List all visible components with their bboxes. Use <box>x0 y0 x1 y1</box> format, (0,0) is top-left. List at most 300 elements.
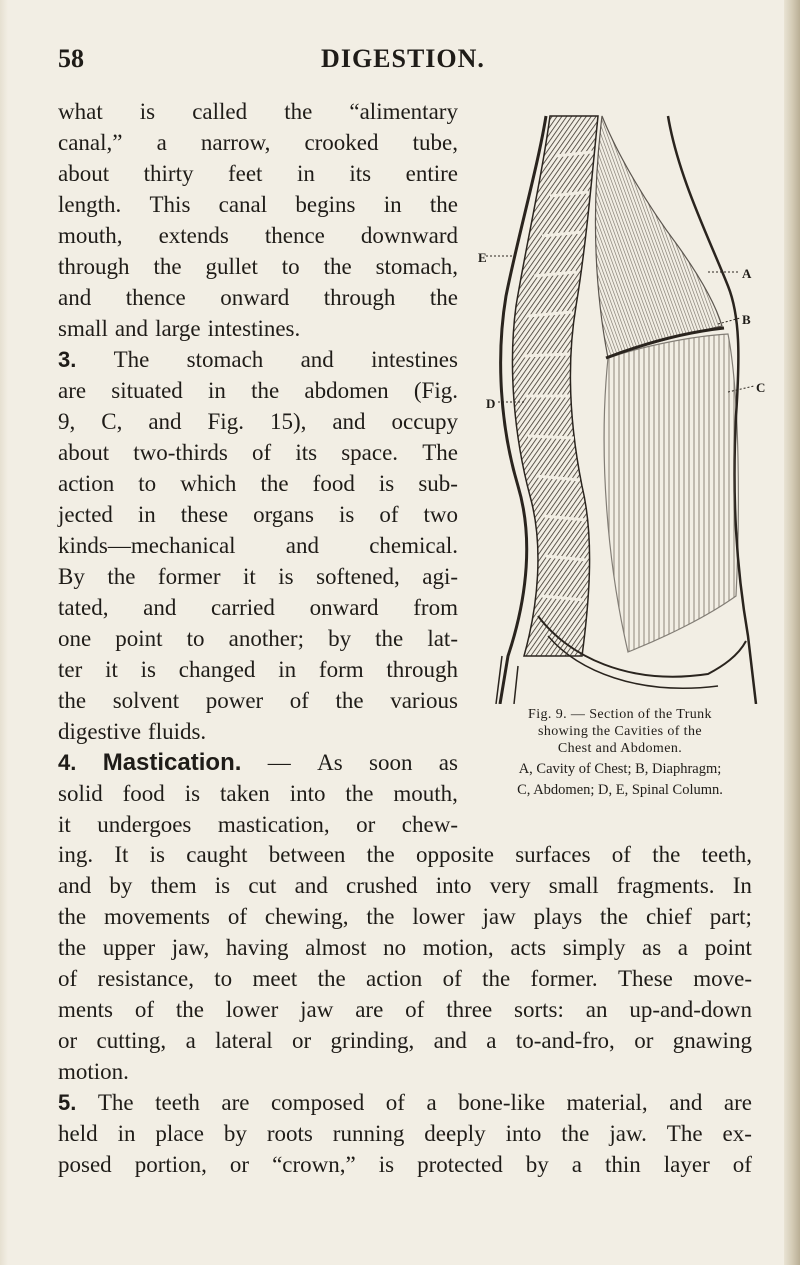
word: of <box>58 966 78 991</box>
word: is <box>139 99 156 124</box>
word: an <box>585 997 608 1022</box>
word: teeth, <box>701 842 752 867</box>
text-line <box>58 994 752 1025</box>
word: are <box>221 1090 250 1115</box>
word: the <box>600 904 629 929</box>
text-line <box>58 1025 752 1056</box>
word: chemical. <box>369 533 458 558</box>
word: “crown,” <box>272 1152 356 1177</box>
word: as <box>641 935 662 960</box>
word: the <box>366 904 395 929</box>
word: meet <box>252 966 298 991</box>
word: to <box>214 966 233 991</box>
word: is <box>378 1152 395 1177</box>
word: action <box>366 966 423 991</box>
word: downward <box>360 223 458 248</box>
running-head: DIGESTION. <box>321 44 485 73</box>
word: deeply <box>424 1121 486 1146</box>
chest-cavity-shape <box>595 116 722 358</box>
word: begins <box>295 192 356 217</box>
word: layer <box>663 1152 710 1177</box>
text-line <box>58 375 458 406</box>
text-line <box>58 282 458 313</box>
word: chief <box>645 904 692 929</box>
word: ments <box>58 997 113 1022</box>
word: which <box>180 471 237 496</box>
text-line <box>58 406 458 437</box>
word: chew- <box>401 812 458 837</box>
text-line <box>58 809 458 840</box>
word: its <box>295 440 318 465</box>
text-line <box>58 220 458 251</box>
word: point <box>704 935 752 960</box>
word: thirty <box>143 161 194 186</box>
word: motion, <box>422 935 494 960</box>
word: surfaces <box>515 842 591 867</box>
figure-label-c: C <box>756 380 766 395</box>
word: the <box>335 688 364 713</box>
word: about <box>58 161 110 186</box>
word: of <box>442 966 462 991</box>
word: are <box>58 378 87 403</box>
word: resistance, <box>97 966 194 991</box>
word: various <box>390 688 458 713</box>
text-line <box>58 1149 752 1180</box>
text-line <box>58 437 458 468</box>
word: tated, <box>58 595 109 620</box>
word: the <box>251 378 280 403</box>
word: canal <box>218 192 268 217</box>
word: is <box>184 781 201 806</box>
word: or <box>58 1028 78 1053</box>
word: another; <box>228 626 304 651</box>
text-line <box>58 592 458 623</box>
text-line <box>58 654 458 685</box>
word: held <box>58 1121 98 1146</box>
word: sorts: <box>514 997 564 1022</box>
text-line <box>58 623 458 654</box>
word: part; <box>709 904 752 929</box>
word: fluids. <box>148 719 207 744</box>
word: are <box>723 1090 752 1115</box>
word: the <box>429 285 458 310</box>
text-line <box>58 685 458 716</box>
word: large <box>155 316 201 341</box>
word: This <box>149 192 191 217</box>
word: two <box>423 502 458 527</box>
word: three <box>446 997 493 1022</box>
word: digestive <box>58 719 142 744</box>
word: thin <box>604 1152 641 1177</box>
word: a <box>486 1028 497 1053</box>
figure-9 <box>478 96 778 704</box>
word: them <box>150 873 197 898</box>
word: almost <box>305 935 367 960</box>
word: cut <box>248 873 277 898</box>
word: 15), <box>269 409 307 434</box>
word: simply <box>562 935 626 960</box>
page-shadow-left <box>0 0 8 1265</box>
word: jaw <box>300 997 334 1022</box>
caption-title-3: Chest and Abdomen. <box>557 741 683 756</box>
word: lat- <box>427 626 458 651</box>
word: solvent <box>112 688 180 713</box>
word: 3. <box>58 347 77 372</box>
word: composed <box>270 1090 365 1115</box>
word: it <box>105 657 118 682</box>
word: As <box>317 750 343 775</box>
word: what <box>58 99 103 124</box>
word: from <box>413 595 458 620</box>
word: or <box>292 1028 312 1053</box>
word: a <box>571 1152 582 1177</box>
word: it <box>58 812 71 837</box>
word: the <box>345 781 374 806</box>
word: the <box>58 904 87 929</box>
word: 9, <box>58 409 76 434</box>
word: these <box>180 502 229 527</box>
word: kinds—mechanical <box>58 533 236 558</box>
word: the <box>175 997 204 1022</box>
word: very <box>489 873 531 898</box>
word: the <box>323 254 352 279</box>
text-line <box>58 901 752 932</box>
word: the <box>375 626 404 651</box>
word: canal,” <box>58 130 123 155</box>
word: — <box>267 750 291 775</box>
word: of <box>611 842 631 867</box>
abdomen-shape <box>604 334 738 652</box>
word: extends <box>158 223 229 248</box>
word: power <box>205 688 264 713</box>
word: food <box>312 471 355 496</box>
word: former. <box>530 966 598 991</box>
word: up-and-down <box>629 997 752 1022</box>
word: the <box>482 966 511 991</box>
text-line <box>58 1056 752 1087</box>
word: stomach <box>186 347 264 372</box>
word: of <box>289 688 309 713</box>
word: to <box>281 254 300 279</box>
text-line <box>58 839 752 870</box>
word: between <box>268 842 346 867</box>
word: the <box>429 192 458 217</box>
word: mouth, <box>58 223 123 248</box>
word: (Fig. <box>413 378 458 403</box>
word: tube, <box>412 130 458 155</box>
word: onward <box>220 285 290 310</box>
word: caught <box>186 842 248 867</box>
word: through <box>386 657 458 682</box>
page-header <box>58 44 748 84</box>
word: by <box>109 873 133 898</box>
word: small <box>548 873 599 898</box>
caption-legend-2: C, Abdomen; D, E, Spinal Column. <box>517 782 723 798</box>
word: of <box>405 997 425 1022</box>
word: is <box>278 564 294 589</box>
word: In <box>732 873 752 898</box>
word: gnawing <box>672 1028 752 1053</box>
word: the <box>284 99 313 124</box>
word: in <box>208 378 226 403</box>
word: of <box>134 997 154 1022</box>
word: upper <box>102 935 156 960</box>
text-line <box>58 932 752 963</box>
word: crushed <box>346 873 418 898</box>
word: by <box>328 626 352 651</box>
word: motion. <box>58 1059 129 1084</box>
word: and <box>114 316 149 341</box>
word: a <box>156 130 167 155</box>
word: lateral <box>215 1028 273 1053</box>
word: space. <box>341 440 399 465</box>
trunk-section-illustration <box>478 96 778 704</box>
word: or <box>229 1152 250 1177</box>
word: mastication, <box>217 812 330 837</box>
word: stomach, <box>375 254 458 279</box>
word: 4. <box>58 750 77 775</box>
word: food <box>122 781 165 806</box>
word: The <box>422 440 458 465</box>
text-line <box>58 1118 752 1149</box>
word: onward <box>309 595 379 620</box>
word: in <box>296 161 315 186</box>
word: material, <box>566 1090 648 1115</box>
word: called <box>192 99 248 124</box>
word: of <box>732 1152 752 1177</box>
word: jaw. <box>609 1121 647 1146</box>
text-line <box>58 870 752 901</box>
word: The <box>113 347 150 372</box>
word: undergoes <box>97 812 192 837</box>
word: teeth <box>155 1090 200 1115</box>
word: and <box>285 533 319 558</box>
text-line <box>58 747 458 778</box>
word: crooked <box>304 130 379 155</box>
word: bone-like <box>458 1090 546 1115</box>
word: having <box>225 935 289 960</box>
figure-label-e: E <box>478 250 487 265</box>
word: into <box>289 781 326 806</box>
word: narrow, <box>200 130 271 155</box>
word: C, <box>101 409 123 434</box>
word: the <box>366 842 395 867</box>
word: no <box>383 935 407 960</box>
text-line <box>58 189 458 220</box>
text-line <box>58 561 458 592</box>
word: organs <box>253 502 314 527</box>
word: and <box>148 409 182 434</box>
word: its <box>349 161 372 186</box>
text-line <box>58 778 458 809</box>
word: and <box>300 347 334 372</box>
full-width-text <box>58 839 752 1180</box>
word: movements <box>103 904 210 929</box>
word: intestines <box>371 347 458 372</box>
word: grinding, <box>330 1028 415 1053</box>
word: and <box>669 1090 703 1115</box>
word: is <box>149 842 166 867</box>
word: ter <box>58 657 83 682</box>
text-line <box>58 716 458 747</box>
word: gullet <box>205 254 258 279</box>
figure-caption <box>470 706 770 799</box>
word: running <box>332 1121 405 1146</box>
word: the <box>58 935 87 960</box>
word: of <box>385 1090 405 1115</box>
word: action <box>58 471 115 496</box>
word: into <box>505 1121 542 1146</box>
word: feet <box>227 161 263 186</box>
word: are <box>355 997 384 1022</box>
caption-legend-1: A, Cavity of Chest; B, Diaphragm; <box>518 761 722 777</box>
word: a <box>677 935 689 960</box>
word: jaw <box>482 904 516 929</box>
word: taken <box>219 781 270 806</box>
word: fragments. <box>616 873 715 898</box>
word: softened, <box>316 564 400 589</box>
word: It <box>114 842 129 867</box>
word: the <box>107 564 136 589</box>
word: The <box>97 1090 134 1115</box>
word: of <box>227 904 248 929</box>
word: about <box>58 440 110 465</box>
word: the <box>58 688 87 713</box>
word: a <box>426 1090 437 1115</box>
word: and <box>58 873 92 898</box>
word: Fig. <box>207 409 244 434</box>
word: one <box>58 626 92 651</box>
text-line <box>58 344 458 375</box>
word: two-thirds <box>133 440 228 465</box>
word: is <box>214 873 231 898</box>
word: a <box>185 1028 196 1053</box>
word: chewing, <box>264 904 349 929</box>
text-line <box>58 1087 752 1118</box>
page-number: 58 <box>58 44 84 73</box>
word: 5. <box>58 1090 77 1115</box>
word: cutting, <box>96 1028 167 1053</box>
word: through <box>323 285 396 310</box>
word: the <box>561 1121 590 1146</box>
word: to <box>138 471 157 496</box>
word: jaw, <box>171 935 210 960</box>
word: in <box>278 657 297 682</box>
word: to <box>186 626 205 651</box>
word: length. <box>58 192 122 217</box>
word: “alimentary <box>349 99 458 124</box>
word: form <box>318 657 364 682</box>
text-line <box>58 313 458 344</box>
word: protected <box>417 1152 503 1177</box>
word: These <box>617 966 673 991</box>
word: and <box>143 595 177 620</box>
text-line <box>58 251 458 282</box>
word: posed <box>58 1152 112 1177</box>
word: or <box>634 1028 654 1053</box>
word: intestines. <box>207 316 301 341</box>
word: and <box>294 873 328 898</box>
word: is <box>140 657 156 682</box>
word: through <box>58 254 130 279</box>
word: situated <box>111 378 183 403</box>
word: carried <box>211 595 275 620</box>
word: move- <box>693 966 752 991</box>
word: the <box>652 842 681 867</box>
word: and <box>433 1028 467 1053</box>
word: and <box>58 285 92 310</box>
word: by <box>223 1121 247 1146</box>
word: entire <box>405 161 458 186</box>
word: thence <box>264 223 325 248</box>
word: former <box>157 564 221 589</box>
word: sub- <box>418 471 458 496</box>
word: ex- <box>722 1121 752 1146</box>
word: the <box>153 254 182 279</box>
word: lower <box>412 904 465 929</box>
word: is <box>378 471 395 496</box>
word: the <box>260 471 289 496</box>
word: agi- <box>422 564 458 589</box>
word: point <box>115 626 163 651</box>
word: ing. <box>58 842 94 867</box>
word: plays <box>533 904 583 929</box>
column-text <box>58 96 458 840</box>
word: The <box>666 1121 703 1146</box>
word: to-and-fro, <box>515 1028 615 1053</box>
word: roots <box>266 1121 313 1146</box>
text-line <box>58 963 752 994</box>
word: in <box>383 192 402 217</box>
word: occupy <box>391 409 458 434</box>
text-line <box>58 158 458 189</box>
page-edge-right <box>784 0 800 1265</box>
text-line <box>58 499 458 530</box>
text-line <box>58 96 458 127</box>
word: or <box>356 812 376 837</box>
word: and <box>332 409 366 434</box>
word: by <box>525 1152 549 1177</box>
word: small <box>58 316 108 341</box>
word: abdomen <box>304 378 389 403</box>
word: is <box>338 502 355 527</box>
word: as <box>438 750 458 775</box>
word: in <box>117 1121 136 1146</box>
word: jected <box>58 502 113 527</box>
figure-label-b: B <box>742 312 751 327</box>
word: lower <box>225 997 279 1022</box>
text-line <box>58 530 458 561</box>
word: soon <box>369 750 413 775</box>
word: solid <box>58 781 103 806</box>
word: acts <box>510 935 547 960</box>
word: it <box>242 564 256 589</box>
word: of <box>251 440 272 465</box>
caption-title-2: showing the Cavities of the <box>537 724 702 739</box>
text-line <box>58 468 458 499</box>
text-line <box>58 127 458 158</box>
word: By <box>58 564 85 589</box>
word: Mastication. <box>102 749 242 776</box>
word: changed <box>178 657 256 682</box>
word: portion, <box>134 1152 207 1177</box>
figure-label-d: D <box>486 396 496 411</box>
caption-title-1: Fig. 9. — Section of the Trunk <box>528 707 712 722</box>
word: opposite <box>416 842 494 867</box>
word: thence <box>125 285 186 310</box>
word: mouth, <box>393 781 458 806</box>
word: in <box>137 502 156 527</box>
